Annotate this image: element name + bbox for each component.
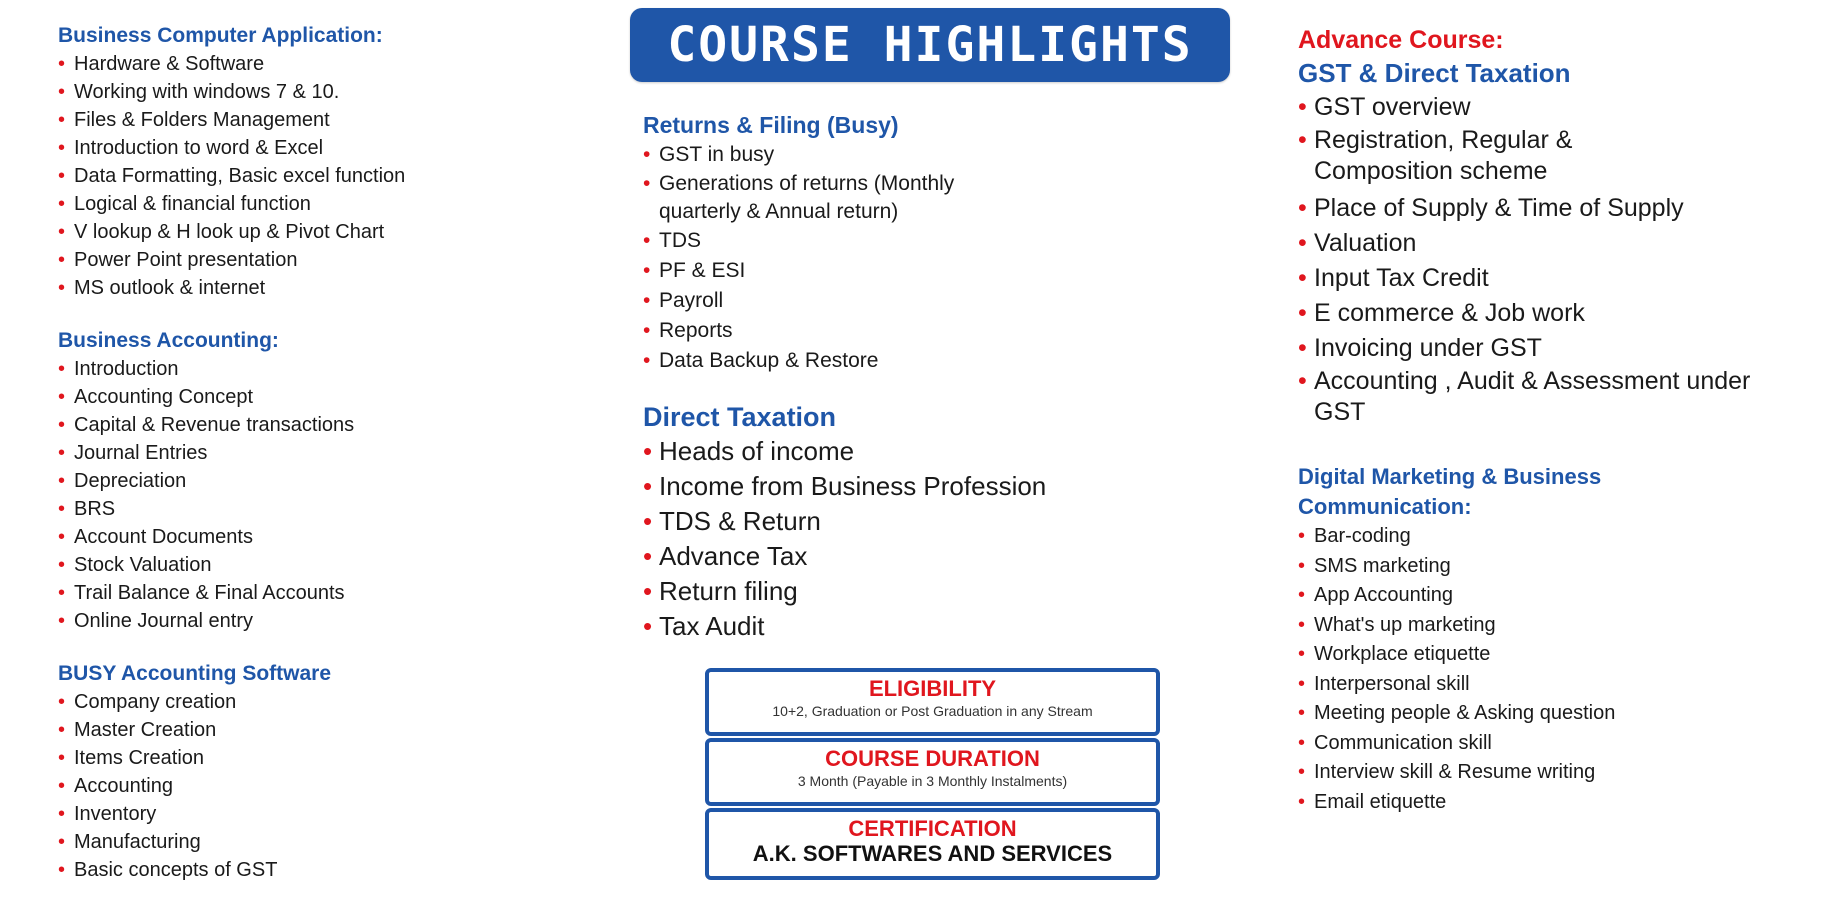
list-item: • SMS marketing (1298, 554, 1451, 577)
list-item: • Power Point presentation (58, 249, 298, 271)
list-item: • Working with windows 7 & 10. (58, 81, 340, 103)
list-item: • Place of Supply & Time of Supply (1298, 194, 1684, 222)
section-heading-computer: Business Computer Application: (58, 24, 383, 47)
section-heading-returns: Returns & Filing (Busy) (643, 112, 899, 138)
section-heading-direct-taxation: Direct Taxation (643, 402, 837, 432)
course-duration-text: 3 Month (Payable in 3 Monthly Instalments) (797, 773, 1068, 789)
list-item: • BRS (58, 498, 116, 520)
list-item: • Capital & Revenue transactions (58, 414, 355, 436)
eligibility-heading: ELIGIBILITY (868, 676, 997, 701)
list-item: • GST in busy (643, 143, 775, 166)
middle-column (643, 110, 1123, 644)
course-duration-box (705, 738, 1160, 806)
busy-list (58, 688, 538, 884)
list-item: • Invoicing under GST (1298, 334, 1542, 362)
list-item: • Logical & financial function (58, 193, 311, 215)
list-item: • Workplace etiquette (1298, 643, 1491, 665)
list-item: • Valuation (1298, 229, 1417, 257)
list-item: • Interview skill & Resume writing (1298, 761, 1596, 783)
list-item: • Journal Entries (58, 442, 208, 464)
eligibility-text: 10+2, Graduation or Post Graduation in any Stream (772, 703, 1093, 719)
list-item: • Introduction to word & Excel (58, 137, 324, 159)
course-duration-heading: COURSE DURATION (825, 746, 1040, 771)
list-item: • Accounting (58, 775, 173, 797)
list-item: • E commerce & Job work (1298, 299, 1585, 327)
direct-taxation-list (643, 434, 1123, 644)
section-heading-digital-line2: Communication: (1298, 494, 1472, 519)
section-heading-busy: BUSY Accounting Software (58, 662, 332, 685)
list-item: • Email etiquette (1298, 790, 1447, 813)
digital-heading-block (1298, 462, 1818, 522)
list-item: • Account Documents (58, 526, 253, 548)
list-item: • Data Formatting, Basic excel function (58, 165, 406, 187)
list-item: • TDS (643, 229, 701, 252)
list-item: • Items Creation (58, 747, 205, 769)
list-item: • Tax Audit (643, 611, 765, 641)
list-item: • TDS & Return (643, 506, 821, 536)
list-item: • Accounting Concept (58, 386, 254, 408)
section-heading-gst: GST & Direct Taxation (1298, 58, 1571, 88)
list-item: • Files & Folders Management (58, 109, 330, 131)
list-item: • Reports (643, 319, 733, 342)
list-item: • Online Journal entry (58, 610, 253, 632)
section-heading-accounting: Business Accounting: (58, 329, 279, 352)
list-item: • Manufacturing (58, 831, 201, 853)
computer-list (58, 50, 538, 302)
list-item: • Generations of returns (Monthly quarterly & Annual return) (643, 172, 955, 223)
certification-heading: CERTIFICATION (848, 816, 1017, 841)
list-item: • Company creation (58, 691, 237, 713)
list-item: • Payroll (643, 289, 724, 312)
list-item: • App Accounting (1298, 584, 1453, 606)
list-item: • Interpersonal skill (1298, 672, 1470, 695)
accounting-list (58, 355, 538, 635)
right-column (1298, 24, 1818, 817)
list-item: • Basic concepts of GST (58, 859, 278, 881)
list-item: • Registration, Regular & Composition scheme (1298, 126, 1573, 185)
list-item: • Meeting people & Asking question (1298, 702, 1616, 724)
list-item: • What's up marketing (1298, 613, 1496, 636)
list-item: • MS outlook & internet (58, 277, 266, 299)
list-item: • Communication skill (1298, 731, 1492, 754)
digital-marketing-list (1298, 522, 1818, 817)
certification-box (705, 808, 1160, 880)
list-item: • PF & ESI (643, 259, 746, 282)
left-column (58, 22, 538, 884)
list-item: • Inventory (58, 803, 157, 825)
list-item: • Bar-coding (1298, 525, 1411, 547)
list-item: • Advance Tax (643, 541, 808, 571)
list-item: • Trail Balance & Final Accounts (58, 582, 345, 604)
advance-course-label: Advance Course: (1298, 26, 1504, 54)
list-item: • Master Creation (58, 719, 217, 741)
eligibility-box (705, 668, 1160, 736)
returns-list (643, 140, 1123, 376)
list-item: • Income from Business Profession (643, 471, 1047, 501)
gst-list (1298, 90, 1818, 428)
list-item: • Introduction (58, 358, 179, 380)
list-item: • GST overview (1298, 93, 1471, 121)
list-item: • Heads of income (643, 436, 855, 466)
list-item: • Hardware & Software (58, 53, 265, 75)
list-item: • Accounting , Audit & Assessment under GST (1298, 367, 1751, 426)
list-item: • Depreciation (58, 470, 187, 492)
list-item: • Input Tax Credit (1298, 264, 1489, 292)
certification-text: A.K. SOFTWARES AND SERVICES (752, 841, 1113, 866)
list-item: • V lookup & H look up & Pivot Chart (58, 221, 385, 243)
course-highlights-banner: COURSE HIGHLIGHTS (630, 8, 1230, 82)
list-item: • Stock Valuation (58, 554, 212, 576)
list-item: • Return filing (643, 576, 798, 606)
section-heading-digital: Digital Marketing & Business (1298, 464, 1602, 489)
list-item: • Data Backup & Restore (643, 349, 879, 372)
